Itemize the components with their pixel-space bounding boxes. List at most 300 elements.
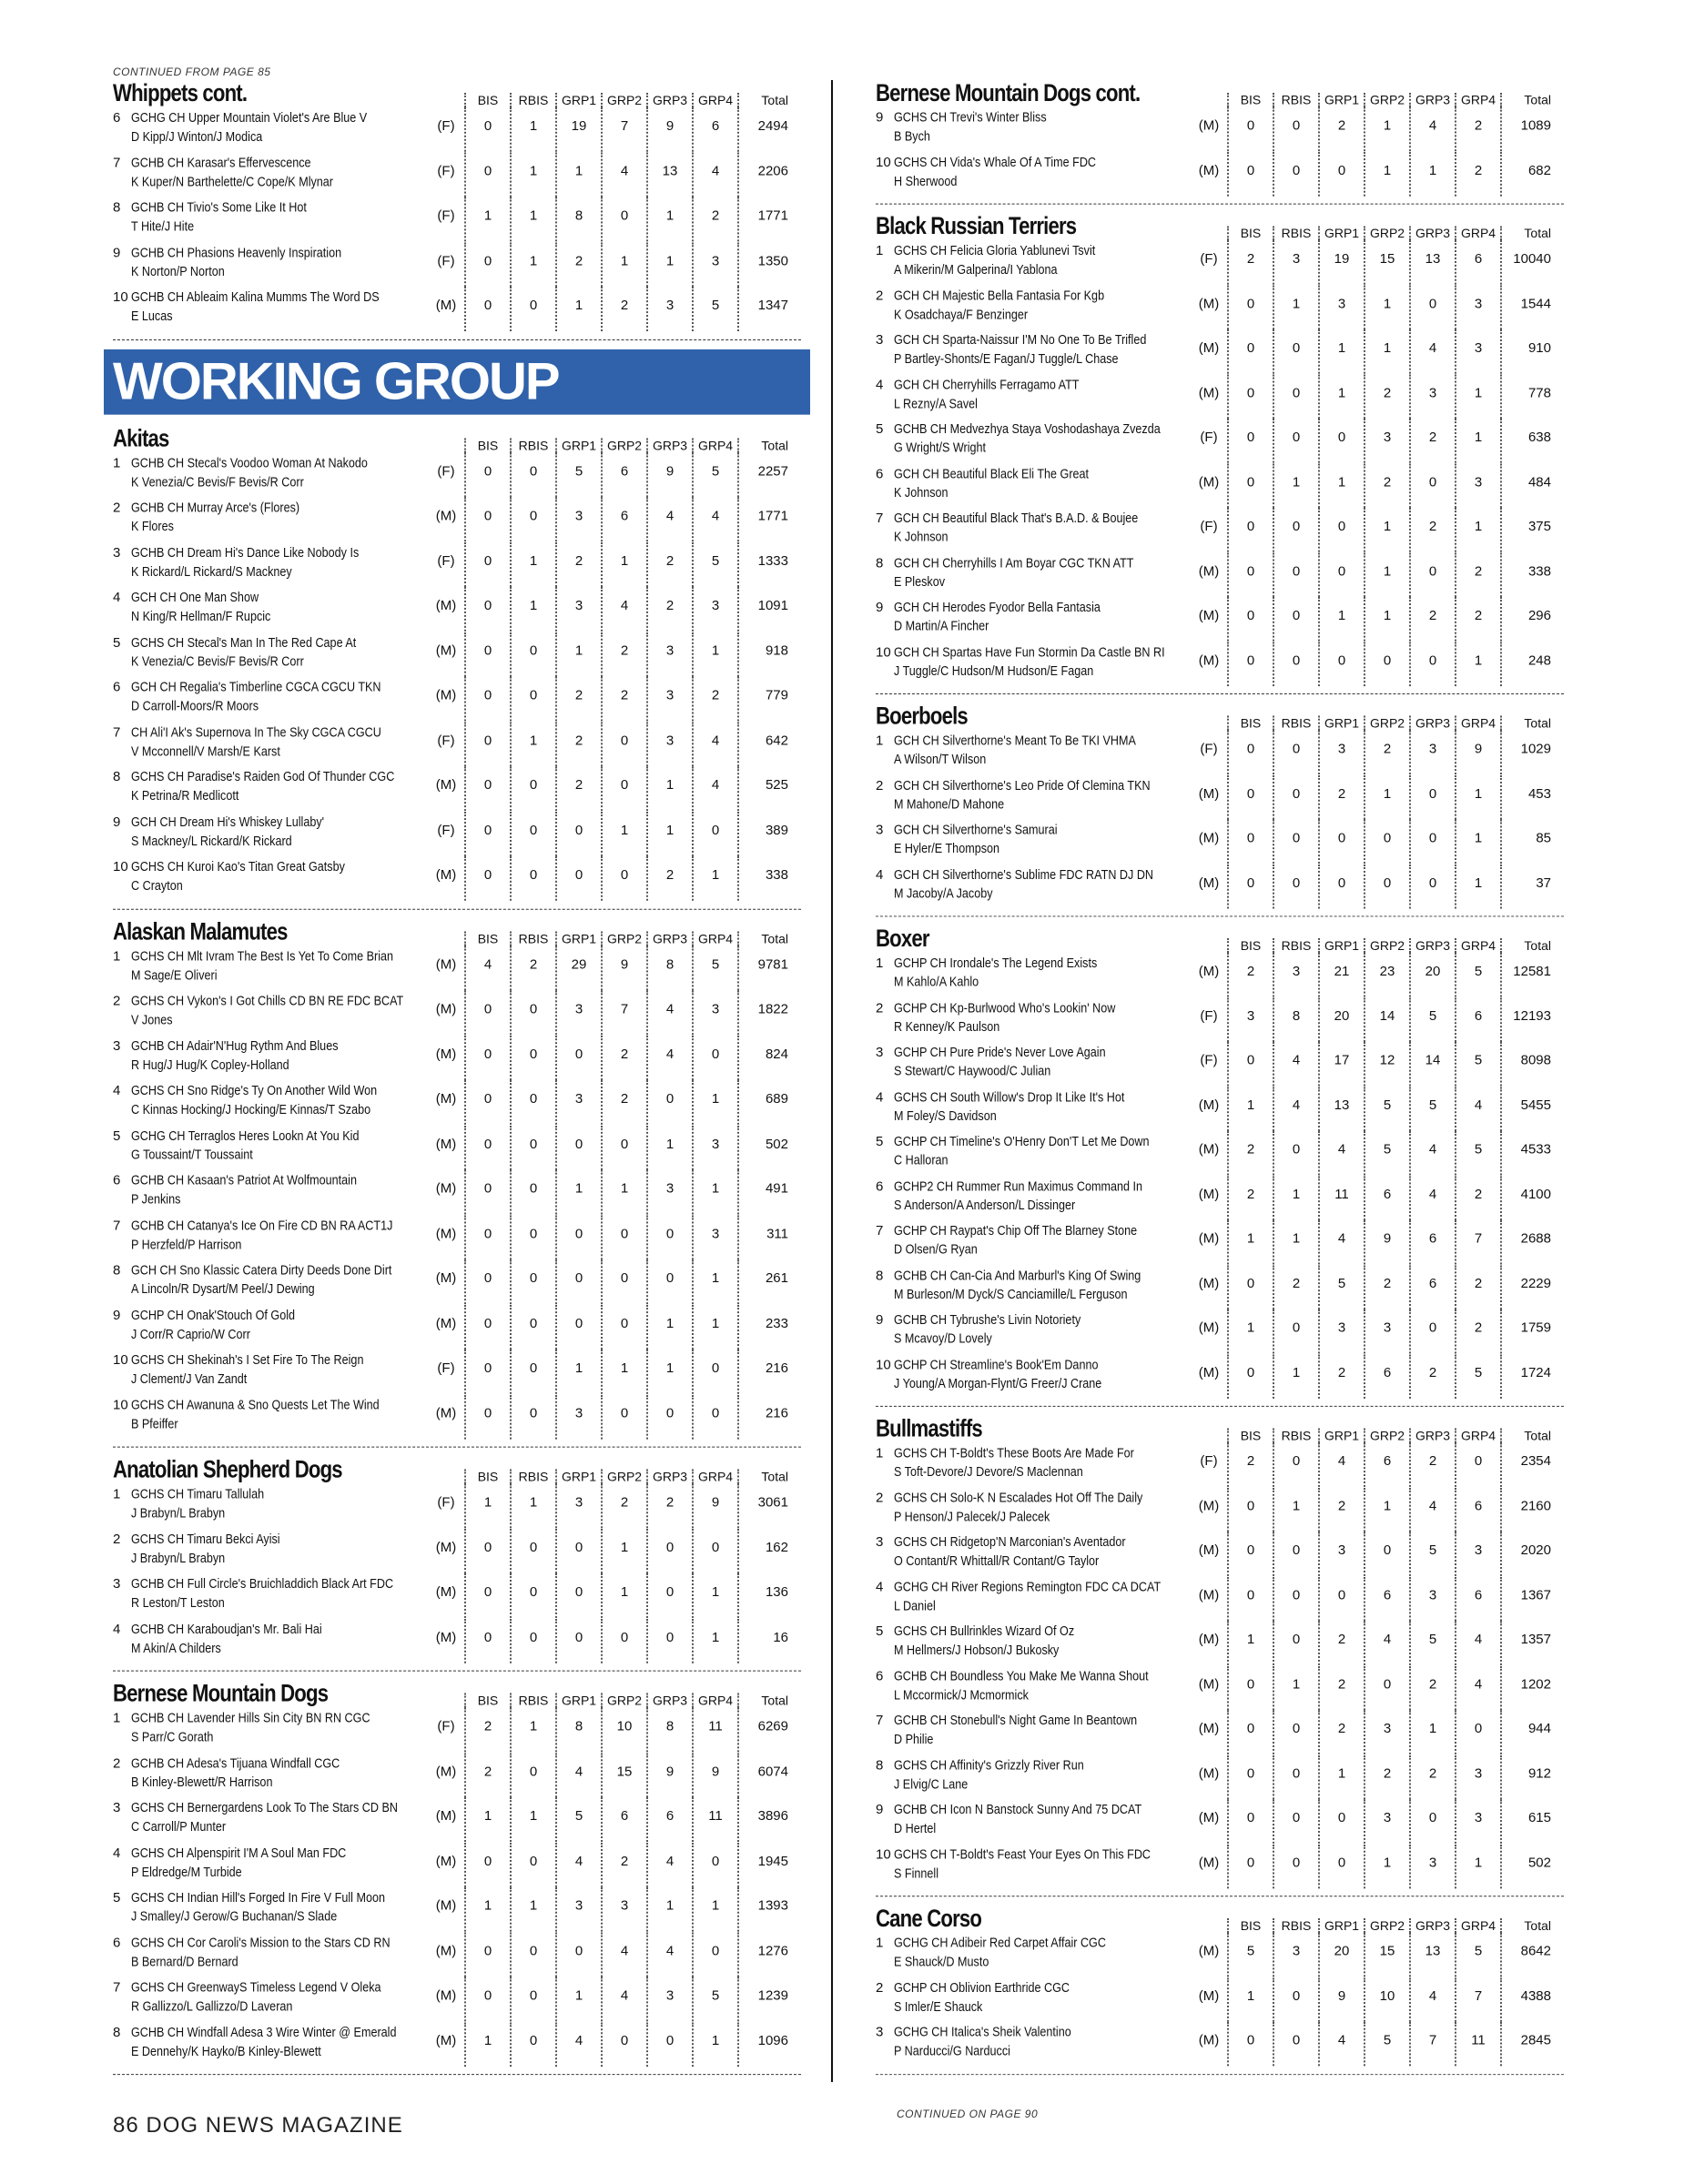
stat-rbis: 0 [510,1125,555,1169]
sex-marker: (M) [1198,607,1220,623]
stat-bis: 0 [464,1215,510,1259]
stat-grp1: 3 [555,990,601,1035]
table-row [876,374,1564,419]
stat-rbis: 0 [1273,1977,1318,2021]
column-header-rbis: RBIS [510,438,555,452]
stat-grp3: 0 [646,1529,692,1573]
sex-marker: (M) [1198,1141,1220,1158]
stat-bis: 0 [464,856,510,901]
stat-grp2: 1 [1364,329,1409,373]
rank-number: 7 [876,1713,884,1729]
stat-grp3: 4 [646,1843,692,1887]
owner-names: D Philie [894,1732,934,1747]
rank-number: 1 [876,733,884,749]
owner-names: N King/R Hellman/F Rupcic [131,608,271,624]
stat-grp4: 1 [1455,775,1500,819]
stat-bis: 0 [1227,1532,1273,1575]
sex-marker: (M) [1198,1632,1220,1648]
stat-grp2: 0 [601,1305,646,1350]
stat-total: 5455 [1500,1087,1551,1130]
dog-name: GCHB CH Medvezhya Staya Voshodashaya Zvezda [894,421,1161,437]
sex-marker: (M) [1198,1765,1220,1782]
stat-total: 918 [737,632,788,676]
owner-names: M Kahlo/A Kahlo [894,974,979,990]
column-header-bis: BIS [1227,938,1273,953]
owner-names: K Venezia/C Bevis/F Bevis/R Corr [131,653,304,670]
stat-total: 2229 [1500,1265,1551,1309]
table-row [113,1350,801,1394]
sex-marker: (M) [1198,1542,1220,1559]
dog-name: GCHP CH Onak'Stouch Of Gold [131,1307,296,1323]
table-row [113,766,801,811]
stat-total: 682 [1500,152,1551,196]
stat-grp4: 4 [1455,1665,1500,1709]
stat-total: 2845 [1500,2022,1551,2066]
column-header-grp2: GRP2 [1364,938,1409,953]
table-row [113,1305,801,1350]
table-row [113,452,801,497]
stat-grp1: 4 [1318,1220,1364,1264]
table-row [113,1573,801,1618]
rank-number: 9 [113,1307,121,1323]
dog-name: GCHB CH Adesa's Tijuana Windfall CGC [131,1754,340,1771]
table-row [113,990,801,1035]
dog-info [894,463,1191,500]
sex-marker: (M) [435,1629,457,1645]
stat-grp1: 19 [1318,240,1364,284]
stat-grp2: 9 [601,945,646,990]
table-row [113,497,801,541]
stat-grp3: 4 [646,1932,692,1977]
stat-total: 1333 [737,542,788,587]
rank-number: 5 [876,1133,884,1149]
stat-grp4: 2 [692,197,737,242]
owner-names: H Sherwood [894,173,958,189]
owner-names: S Toft-Devore/J Devore/S Maclennan [894,1464,1083,1480]
stat-rbis: 0 [1273,731,1318,774]
stat-total: 85 [1500,820,1551,864]
sex-marker: (F) [437,117,455,134]
stat-total: 638 [1500,419,1551,462]
owner-names: L Mccormick/J Mcmormick [894,1687,1029,1703]
breed-section [113,425,801,909]
stat-total: 248 [1500,642,1551,685]
stat-grp2: 1 [1364,1844,1409,1887]
dog-info [131,1753,428,1790]
sex-marker: (M) [1198,652,1220,668]
sex-marker: (F) [437,207,455,224]
stat-rbis: 0 [510,1170,555,1215]
stat-bis: 0 [464,632,510,676]
dog-name: GCHS CH South Willow's Drop It Like It's Hot [894,1088,1125,1105]
stat-grp4: 0 [692,1932,737,1977]
column-header-grp1: GRP1 [1318,226,1364,240]
stat-total: 37 [1500,864,1551,908]
breed-header [876,703,1564,731]
stat-grp2: 5 [1364,1131,1409,1175]
rank-number: 9 [876,1802,884,1818]
sex-marker: (M) [435,597,457,613]
stat-grp3: 0 [646,1573,692,1618]
table-row [876,775,1564,820]
stat-grp4: 0 [692,1036,737,1080]
stat-grp2: 1 [601,812,646,856]
stat-grp4: 1 [1455,1844,1500,1887]
dog-info [131,542,428,580]
owner-names: G Wright/S Wright [894,440,987,456]
stat-grp4: 7 [1455,1220,1500,1264]
stat-rbis: 0 [510,812,555,856]
stat-grp2: 1 [601,242,646,287]
dog-name: GCHS CH Shekinah's I Set Fire To The Reign [131,1351,364,1368]
stat-grp2: 0 [1364,864,1409,908]
stat-grp2: 6 [601,452,646,497]
column-header-bis: BIS [464,1694,510,1708]
column-header-total: Total [737,931,788,945]
stat-grp4: 9 [692,1753,737,1797]
dog-info [131,1529,428,1566]
stat-total: 1029 [1500,731,1551,774]
stat-rbis: 1 [510,542,555,587]
dog-info [131,1887,428,1925]
stat-grp1: 0 [1318,1844,1364,1887]
stat-grp2: 1 [601,1350,646,1394]
dog-info [131,1215,428,1252]
stat-grp4: 2 [1455,1176,1500,1219]
stat-bis: 0 [464,287,510,331]
stat-grp4: 3 [1455,463,1500,507]
dog-name: GCHS CH Stecal's Man In The Red Cape At [131,634,357,651]
stat-total: 1091 [737,587,788,632]
table-row [113,677,801,722]
column-header-grp1: GRP1 [1318,1429,1364,1443]
stat-grp2: 0 [601,197,646,242]
column-header-grp2: GRP2 [1364,93,1409,107]
dog-info [894,2022,1191,2059]
stat-total: 1089 [1500,107,1551,151]
table-row [113,542,801,587]
owner-names: J Corr/R Caprio/W Corr [131,1326,250,1342]
rank-number: 5 [113,1889,121,1906]
stat-bis: 0 [464,1573,510,1618]
table-row [876,1220,1564,1265]
column-header-grp4: GRP4 [1455,716,1500,731]
stat-grp1: 3 [1318,285,1364,329]
owner-names: J Smalley/J Gerow/G Buchanan/S Slade [131,1908,338,1925]
stat-rbis: 1 [510,722,555,766]
stat-grp3: 2 [1409,508,1455,551]
breed-header [876,80,1564,107]
sex-marker: (M) [435,1270,457,1287]
dog-info [131,945,428,983]
breed-section [113,1681,801,2075]
stat-bis: 2 [1227,1442,1273,1486]
owner-names: S Mcavoy/D Lovely [894,1330,992,1347]
stat-grp1: 13 [1318,1087,1364,1130]
stat-bis: 1 [1227,1087,1273,1130]
owner-names: E Shauck/D Musto [894,1954,989,1970]
stat-grp1: 0 [555,1215,601,1259]
owner-names: R Gallizzo/L Gallizzo/D Laveran [131,1998,293,2015]
dog-info [894,1621,1191,1658]
table-row [876,997,1564,1042]
stat-grp3: 9 [646,1753,692,1797]
sex-marker: (M) [435,298,457,314]
column-header-grp2: GRP2 [1364,1429,1409,1443]
rank-number: 1 [113,1486,121,1502]
table-row [113,1797,801,1842]
stat-rbis: 0 [1273,552,1318,596]
column-divider [831,80,833,2082]
stat-rbis: 0 [510,856,555,901]
dog-name: GCH CH Beautiful Black That's B.A.D. & Boujee [894,511,1139,526]
table-row [876,1354,1564,1399]
rank-number: 6 [113,679,121,695]
stat-bis: 4 [464,945,510,990]
rank-number: 7 [876,1222,884,1239]
dog-info [131,1080,428,1117]
breed-title: Whippets cont. [113,79,248,106]
column-header-grp3: GRP3 [1409,716,1455,731]
stat-grp1: 0 [555,812,601,856]
stat-grp4: 4 [1455,1087,1500,1130]
stat-rbis: 2 [510,945,555,990]
stat-grp3: 6 [1409,1220,1455,1264]
column-header-grp3: GRP3 [646,438,692,452]
dog-info [894,1042,1191,1079]
stat-grp2: 2 [601,1483,646,1528]
owner-names: P Jenkins [131,1191,181,1208]
stat-rbis: 1 [510,242,555,287]
table-row [876,1710,1564,1754]
table-row [876,1665,1564,1710]
table-row [876,463,1564,508]
dog-info [131,1932,428,1969]
dog-info [131,1483,428,1521]
stat-grp4: 3 [1455,1754,1500,1798]
stat-rbis: 8 [1273,997,1318,1041]
stat-total: 491 [737,1170,788,1215]
stat-rbis: 0 [1273,508,1318,551]
table-row [113,1932,801,1977]
stat-total: 1945 [737,1843,788,1887]
stat-total: 375 [1500,508,1551,551]
dog-info [131,632,428,669]
dog-name: GCH CH Herodes Fyodor Bella Fantasia [894,600,1101,615]
dog-name: GCHB CH Ableaim Kalina Mumms The Word DS [131,289,380,306]
sex-marker: (M) [435,1225,457,1241]
column-header-bis: BIS [464,1469,510,1483]
dog-name: GCHB CH Windfall Adesa 3 Wire Winter @ Emerald [131,2024,397,2040]
dog-info [131,1708,428,1745]
stat-grp1: 19 [555,107,601,152]
owner-names: J Tuggle/C Hudson/M Hudson/E Fagan [894,662,1094,679]
sex-marker: (M) [435,1315,457,1331]
stat-grp4: 2 [1455,1265,1500,1309]
dog-name: GCHB CH Kasaan's Patriot At Wolfmountain [131,1172,357,1188]
table-row [113,2022,801,2067]
dog-name: GCH CH Silverthorne's Samurai [894,822,1058,838]
stat-bis: 0 [464,1843,510,1887]
stat-grp2: 1 [1364,1487,1409,1531]
stat-total: 615 [1500,1799,1551,1843]
stat-grp2: 0 [1364,1665,1409,1709]
column-header-grp1: GRP1 [1318,716,1364,731]
dog-name: GCHB CH Can-Cia And Marburl's King Of Swing [894,1267,1141,1283]
stat-total: 2494 [737,107,788,152]
stat-grp3: 0 [1409,775,1455,819]
rank-number: 6 [113,1935,121,1951]
table-row [876,1532,1564,1576]
dog-info [131,2022,428,2059]
owner-names: B Pfeiffer [131,1416,178,1432]
breed-header [876,213,1564,240]
sex-marker: (M) [435,1584,457,1600]
stat-grp4: 6 [1455,1487,1500,1531]
stat-grp4: 5 [692,945,737,990]
sex-marker: (M) [1198,1186,1220,1202]
dog-name: GCHP CH Raypat's Chip Off The Blarney Stone [894,1222,1138,1239]
rank-number: 1 [876,1445,884,1461]
dog-info [894,597,1191,634]
sex-marker: (F) [437,732,455,748]
owner-names: S Stewart/C Haywood/C Julian [894,1063,1051,1079]
stat-grp4: 3 [692,990,737,1035]
dog-name: GCHB CH Lavender Hills Sin City BN RN CGC [131,1710,370,1726]
stat-bis: 1 [464,1797,510,1842]
dog-info [894,329,1191,367]
stat-grp1: 2 [555,242,601,287]
stat-grp1: 5 [555,1797,601,1842]
dog-name: GCHP CH Streamline's Book'Em Danno [894,1356,1099,1372]
stat-bis: 0 [464,1529,510,1573]
stat-grp2: 0 [1364,642,1409,685]
stat-grp3: 3 [646,632,692,676]
dog-name: GCHS CH Sno Ridge's Ty On Another Wild Won [131,1083,378,1098]
column-header-total: Total [1500,226,1551,240]
owner-names: S Finnell [894,1866,939,1881]
column-header-grp4: GRP4 [692,438,737,452]
stat-grp2: 1 [1364,775,1409,819]
owner-names: C Kinnas Hocking/J Hocking/E Kinnas/T Szabo [131,1101,371,1117]
dog-info [131,152,428,189]
stat-grp4: 5 [1455,1354,1500,1398]
table-row [113,152,801,197]
rank-number: 6 [876,466,884,481]
stat-grp4: 1 [692,1573,737,1618]
column-header-grp2: GRP2 [601,1469,646,1483]
stat-grp3: 2 [646,856,692,901]
stat-total: 4533 [1500,1131,1551,1175]
rank-number: 10 [113,289,128,306]
stat-grp2: 6 [1364,1576,1409,1620]
dog-info [131,1573,428,1611]
table-row [876,1487,1564,1532]
column-header-bis: BIS [464,93,510,107]
stat-grp4: 1 [1455,374,1500,418]
stat-rbis: 0 [1273,419,1318,462]
dog-name: GCHS CH Affinity's Grizzly River Run [894,1757,1084,1774]
stat-grp3: 2 [646,587,692,632]
stat-bis: 0 [464,1259,510,1304]
stat-grp4: 3 [692,587,737,632]
stat-grp3: 1 [646,197,692,242]
stat-grp2: 4 [601,587,646,632]
column-header-rbis: RBIS [510,93,555,107]
stat-bis: 0 [464,1350,510,1394]
stat-total: 2020 [1500,1532,1551,1575]
stat-grp4: 0 [1455,1710,1500,1754]
sex-marker: (M) [1198,162,1220,178]
owner-names: K Osadchaya/F Benzinger [894,306,1029,322]
stat-bis: 1 [464,2022,510,2067]
stat-rbis: 0 [1273,864,1318,908]
stat-grp3: 0 [646,1394,692,1439]
dog-name: GCHB CH Karaboudjan's Mr. Bali Hai [131,1621,322,1637]
dog-info [894,1354,1191,1391]
owner-names: S Parr/C Gorath [131,1729,214,1745]
stat-grp3: 2 [1409,597,1455,641]
stat-rbis: 0 [1273,374,1318,418]
stat-grp2: 10 [601,1708,646,1753]
owner-names: K Rickard/L Rickard/S Mackney [131,563,292,580]
column-header-grp1: GRP1 [1318,93,1364,107]
stat-grp2: 4 [601,152,646,197]
stat-grp2: 12 [1364,1042,1409,1086]
dog-info [894,953,1191,990]
stat-grp3: 20 [1409,953,1455,996]
sex-marker: (M) [1198,1943,1220,1959]
dog-info [894,1220,1191,1258]
stat-grp2: 23 [1364,953,1409,996]
stat-total: 338 [737,856,788,901]
column-header-grp4: GRP4 [692,931,737,945]
sex-marker: (F) [437,1360,455,1376]
stat-bis: 0 [464,722,510,766]
stat-grp3: 2 [1409,1665,1455,1709]
column-header-grp3: GRP3 [646,931,692,945]
sex-marker: (M) [1198,1498,1220,1514]
dog-name: GCHG CH Terraglos Heres Lookn At You Kid [131,1127,360,1144]
rank-number: 3 [876,1534,884,1551]
stat-grp3: 7 [1409,2022,1455,2066]
sex-marker: (M) [1198,296,1220,311]
stat-rbis: 0 [1273,1576,1318,1620]
column-header-rbis: RBIS [1273,226,1318,240]
stat-grp1: 4 [555,1753,601,1797]
stat-grp1: 9 [1318,1977,1364,2021]
stat-grp2: 15 [1364,240,1409,284]
stat-rbis: 0 [510,1394,555,1439]
sex-marker: (M) [435,1180,457,1197]
stat-grp4: 0 [692,1350,737,1394]
stat-grp3: 1 [646,812,692,856]
dog-name: GCHB CH Catanya's Ice On Fire CD BN RA ACT1J [131,1217,393,1233]
dog-info [131,1843,428,1880]
stat-grp2: 0 [601,1618,646,1663]
dog-name: GCHB CH Adair'N'Hug Rythm And Blues [131,1037,339,1054]
dog-name: GCHB CH Karasar's Effervescence [131,155,311,171]
stat-total: 1350 [737,242,788,287]
sex-marker: (M) [1198,1230,1220,1247]
owner-names: K Johnson [894,484,949,500]
stat-grp1: 3 [1318,731,1364,774]
rank-number: 8 [876,1267,884,1283]
rank-number: 9 [876,1311,884,1328]
stat-total: 9781 [737,945,788,990]
stat-grp3: 0 [646,1618,692,1663]
breed-header [113,425,801,452]
